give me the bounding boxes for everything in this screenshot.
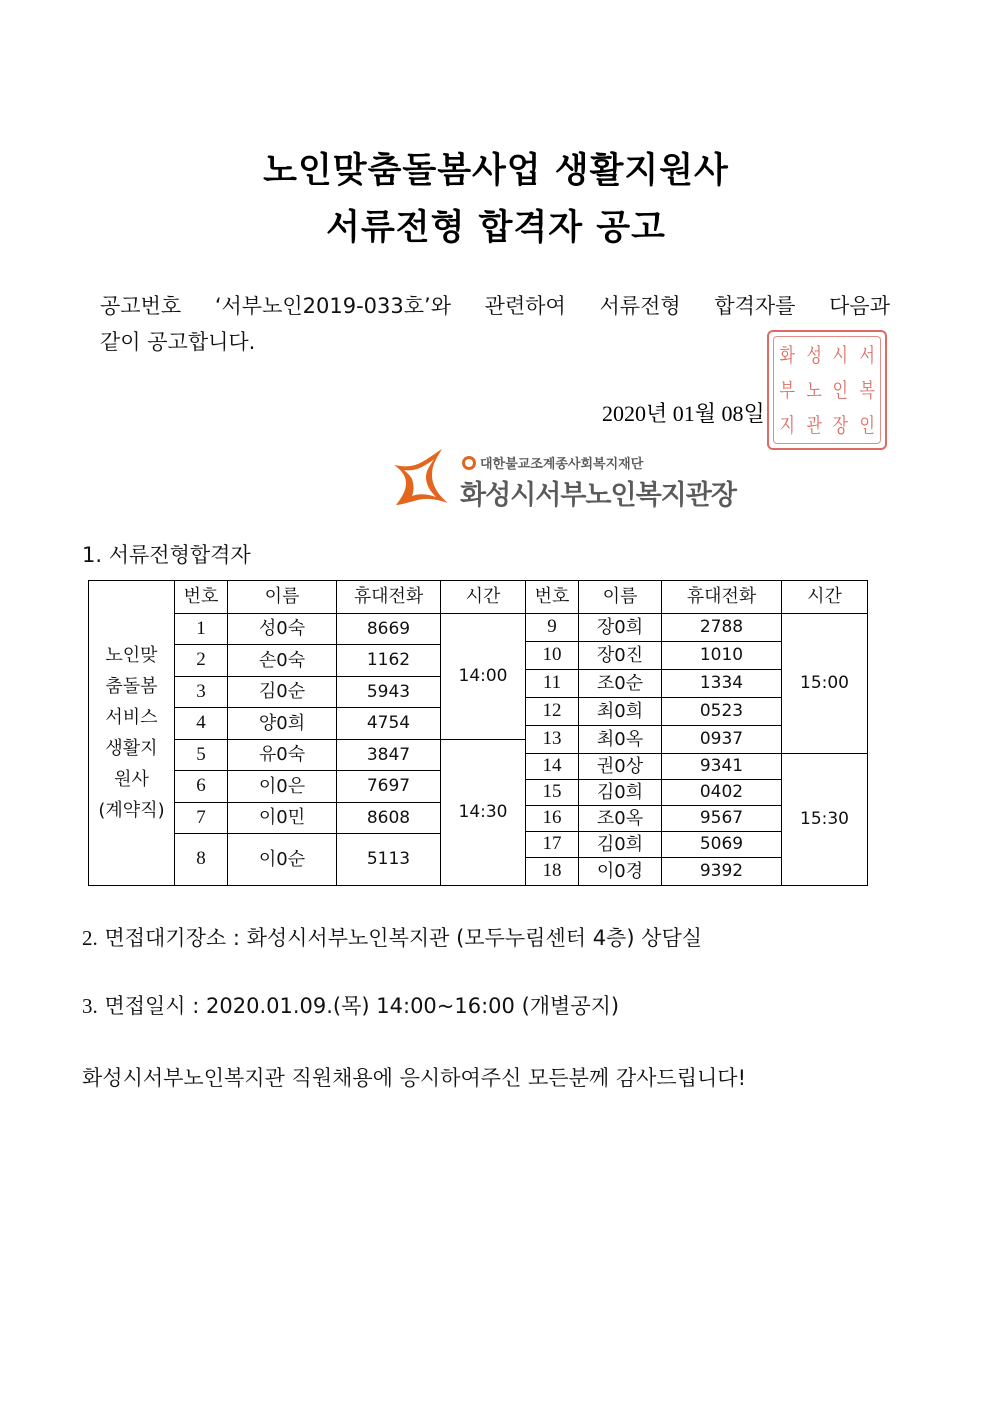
column-header-left: 이름 bbox=[228, 581, 337, 614]
applicant-phone: 5069 bbox=[662, 832, 782, 858]
section3-interview-time bbox=[82, 990, 619, 1020]
applicant-phone: 3847 bbox=[337, 740, 441, 771]
category-line: 노인맞 bbox=[105, 645, 158, 666]
applicant-phone: 1010 bbox=[662, 642, 782, 670]
section2-number: 2. bbox=[82, 926, 98, 950]
column-header-right: 이름 bbox=[579, 581, 662, 614]
seal-glyph: 화 bbox=[779, 342, 795, 367]
organization-name: 화성시서부노인복지관장 bbox=[460, 480, 736, 511]
interview-time-slot: 14:30 bbox=[441, 740, 526, 886]
applicant-number: 6 bbox=[175, 771, 228, 803]
seal-glyph: 복 bbox=[859, 377, 875, 402]
seal-glyph: 장 bbox=[832, 413, 848, 438]
seal-glyph: 관 bbox=[806, 413, 822, 438]
applicant-number: 16 bbox=[526, 806, 579, 832]
column-header-left: 시간 bbox=[441, 581, 526, 614]
applicant-number: 2 bbox=[175, 645, 228, 677]
applicant-name: 조0순 bbox=[579, 670, 662, 698]
applicant-phone: 1334 bbox=[662, 670, 782, 698]
applicant-name: 권0상 bbox=[579, 754, 662, 780]
seal-glyph: 부 bbox=[779, 377, 795, 402]
applicant-phone: 5113 bbox=[337, 834, 441, 886]
category-line: 원사 bbox=[114, 769, 149, 790]
interview-time-slot: 15:30 bbox=[782, 754, 868, 886]
applicant-phone: 0937 bbox=[662, 726, 782, 754]
column-header-left: 휴대전화 bbox=[337, 581, 441, 614]
applicant-name: 김0희 bbox=[579, 780, 662, 806]
applicant-phone: 9341 bbox=[662, 754, 782, 780]
seal-glyph: 인 bbox=[859, 413, 875, 438]
applicant-name: 장0희 bbox=[579, 614, 662, 642]
applicant-number: 11 bbox=[526, 670, 579, 698]
applicant-number: 13 bbox=[526, 726, 579, 754]
interview-time-slot: 15:00 bbox=[782, 614, 868, 754]
organization-logo bbox=[392, 445, 736, 511]
applicant-number: 12 bbox=[526, 698, 579, 726]
applicant-phone: 5943 bbox=[337, 677, 441, 708]
applicant-name: 김0희 bbox=[579, 832, 662, 858]
applicant-phone: 1162 bbox=[337, 645, 441, 677]
dharma-wheel-icon bbox=[462, 456, 476, 470]
applicant-number: 4 bbox=[175, 708, 228, 740]
applicant-name: 손0숙 bbox=[228, 645, 337, 677]
applicant-phone: 4754 bbox=[337, 708, 441, 740]
applicant-phone: 8608 bbox=[337, 803, 441, 834]
category-line: (계약직) bbox=[98, 800, 165, 821]
official-seal-stamp bbox=[767, 330, 887, 450]
section2-text: 면접대기장소 : 화성시서부노인복지관 (모두누림센터 4층) 상담실 bbox=[104, 926, 703, 950]
applicant-name: 이0은 bbox=[228, 771, 337, 803]
section1-label: 1. 서류전형합격자 bbox=[82, 543, 251, 567]
applicant-name: 이0민 bbox=[228, 803, 337, 834]
table-row bbox=[89, 614, 868, 642]
applicant-name: 성0숙 bbox=[228, 614, 337, 645]
section3-number: 3. bbox=[82, 994, 98, 1018]
seal-glyph: 서 bbox=[859, 342, 875, 367]
applicant-name: 최0옥 bbox=[579, 726, 662, 754]
applicant-number: 3 bbox=[175, 677, 228, 708]
applicant-phone: 2788 bbox=[662, 614, 782, 642]
applicant-number: 18 bbox=[526, 858, 579, 886]
seal-glyph: 시 bbox=[832, 342, 848, 367]
applicant-phone: 0523 bbox=[662, 698, 782, 726]
table-header-row bbox=[89, 581, 868, 614]
column-header-left: 번호 bbox=[175, 581, 228, 614]
applicant-number: 7 bbox=[175, 803, 228, 834]
section3-text: 면접일시 : 2020.01.09.(목) 14:00~16:00 (개별공지) bbox=[104, 994, 620, 1018]
applicant-name: 양0희 bbox=[228, 708, 337, 740]
column-header-right: 시간 bbox=[782, 581, 868, 614]
section2-waiting-location bbox=[82, 922, 702, 952]
seal-glyph-grid bbox=[773, 336, 881, 444]
applicant-name: 장0진 bbox=[579, 642, 662, 670]
intro-line1: 공고번호 ‘서부노인2019-033호’와 관련하여 서류전형 합격자를 다음과 bbox=[100, 294, 890, 318]
applicant-number: 8 bbox=[175, 834, 228, 886]
section1-heading bbox=[82, 539, 251, 569]
applicant-phone: 9567 bbox=[662, 806, 782, 832]
seal-glyph: 노 bbox=[806, 377, 822, 402]
applicant-phone: 9392 bbox=[662, 858, 782, 886]
applicant-name: 김0순 bbox=[228, 677, 337, 708]
seal-glyph: 성 bbox=[806, 342, 822, 367]
applicant-phone: 8669 bbox=[337, 614, 441, 645]
seal-glyph: 지 bbox=[779, 413, 795, 438]
column-header-right: 휴대전화 bbox=[662, 581, 782, 614]
applicant-number: 9 bbox=[526, 614, 579, 642]
applicant-name: 이0순 bbox=[228, 834, 337, 886]
category-line: 춤돌봄 bbox=[105, 676, 158, 697]
category-cell bbox=[89, 581, 175, 886]
applicant-number: 15 bbox=[526, 780, 579, 806]
applicant-number: 10 bbox=[526, 642, 579, 670]
applicant-phone: 7697 bbox=[337, 771, 441, 803]
results-table bbox=[88, 580, 868, 886]
applicant-name: 조0옥 bbox=[579, 806, 662, 832]
category-line: 서비스 bbox=[105, 707, 158, 728]
applicant-name: 최0희 bbox=[579, 698, 662, 726]
closing-message: 화성시서부노인복지관 직원채용에 응시하여주신 모든분께 감사드립니다! bbox=[82, 1066, 746, 1090]
interview-time-slot: 14:00 bbox=[441, 614, 526, 740]
document-title-line1: 노인맞춤돌봄사업 생활지원사 bbox=[263, 151, 729, 191]
applicant-number: 14 bbox=[526, 754, 579, 780]
applicant-number: 1 bbox=[175, 614, 228, 645]
star-logo-icon bbox=[392, 445, 454, 507]
category-line: 생활지 bbox=[105, 738, 158, 759]
column-header-right: 번호 bbox=[526, 581, 579, 614]
document-title-line2: 서류전형 합격자 공고 bbox=[326, 208, 666, 248]
applicant-phone: 0402 bbox=[662, 780, 782, 806]
applicant-name: 이0경 bbox=[579, 858, 662, 886]
announcement-date: 2020년 01월 08일 bbox=[602, 401, 765, 426]
foundation-name-text: 대한불교조계종사회복지재단 bbox=[480, 457, 644, 472]
applicant-number: 5 bbox=[175, 740, 228, 771]
seal-glyph: 인 bbox=[832, 377, 848, 402]
applicant-name: 유0숙 bbox=[228, 740, 337, 771]
foundation-name bbox=[462, 453, 643, 472]
applicant-number: 17 bbox=[526, 832, 579, 858]
intro-line2: 같이 공고합니다. bbox=[100, 330, 256, 354]
